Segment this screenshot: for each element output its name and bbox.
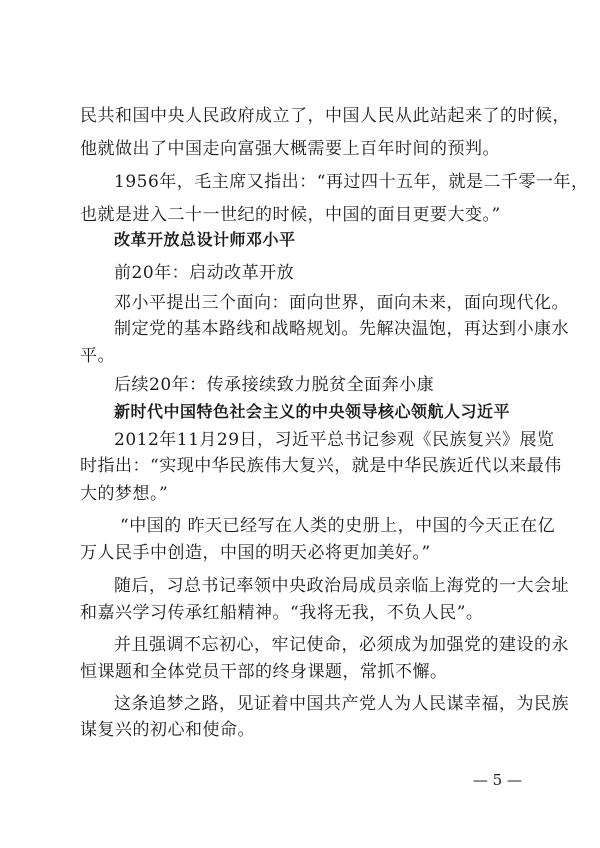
- paragraph-line: 并且强调不忘初心，牢记使命，必须成为加强党的建设的永: [114, 635, 569, 655]
- paragraph-line: 2012年11月29日，习近平总书记参观《民族复兴》展览: [114, 430, 555, 450]
- paragraph-line: 大的梦想。”: [80, 484, 169, 504]
- paragraph-line: “中国的 昨天已经写在人类的史册上，中国的今天正在亿: [120, 516, 556, 536]
- paragraph-line: 平。: [80, 346, 115, 366]
- paragraph-line: 恒课题和全体党员干部的终身课题，常抓不懈。: [80, 662, 448, 682]
- paragraph-line: 民共和国中央人民政府成立了，中国人民从此站起来了的时候，: [80, 106, 570, 126]
- paragraph-line: 后续20年：传承接续致力脱贫全面奔小康: [114, 375, 435, 395]
- paragraph-line: 制定党的基本路线和战略规划。先解决温饱，再达到小康水: [114, 319, 569, 339]
- paragraph-line: 这条追梦之路，见证着中国共产党人为人民谋幸福，为民族: [114, 694, 569, 714]
- paragraph-line: 谋复兴的初心和使命。: [80, 720, 255, 740]
- paragraph-line: 时指出：“实现中华民族伟大复兴，就是中华民族近代以来最伟: [80, 456, 562, 476]
- section-heading: 改革开放总设计师邓小平: [114, 230, 296, 249]
- section-heading: 新时代中国特色社会主义的中央领导核心领航人习近平: [114, 402, 511, 421]
- page-number: — 5 —: [472, 771, 522, 789]
- paragraph-line: 万人民手中创造，中国的明天必将更加美好。”: [80, 543, 431, 563]
- paragraph-line: 前20年：启动改革开放: [114, 263, 295, 283]
- paragraph-line: 也就是进入二十一世纪的时候，中国的面目更要大变。”: [80, 205, 501, 225]
- paragraph-line: 和嘉兴学习传承红船精神。“我将无我，不负人民”。: [80, 603, 484, 623]
- paragraph-line: 1956年，毛主席又指出：“再过四十五年，就是二千零一年，: [114, 172, 589, 192]
- paragraph-line: 他就做出了中国走向富强大概需要上百年时间的预判。: [80, 139, 500, 159]
- paragraph-line: 随后，习总书记率领中央政治局成员亲临上海党的一大会址: [114, 576, 569, 596]
- paragraph-line: 邓小平提出三个面向：面向世界，面向未来，面向现代化。: [114, 293, 569, 313]
